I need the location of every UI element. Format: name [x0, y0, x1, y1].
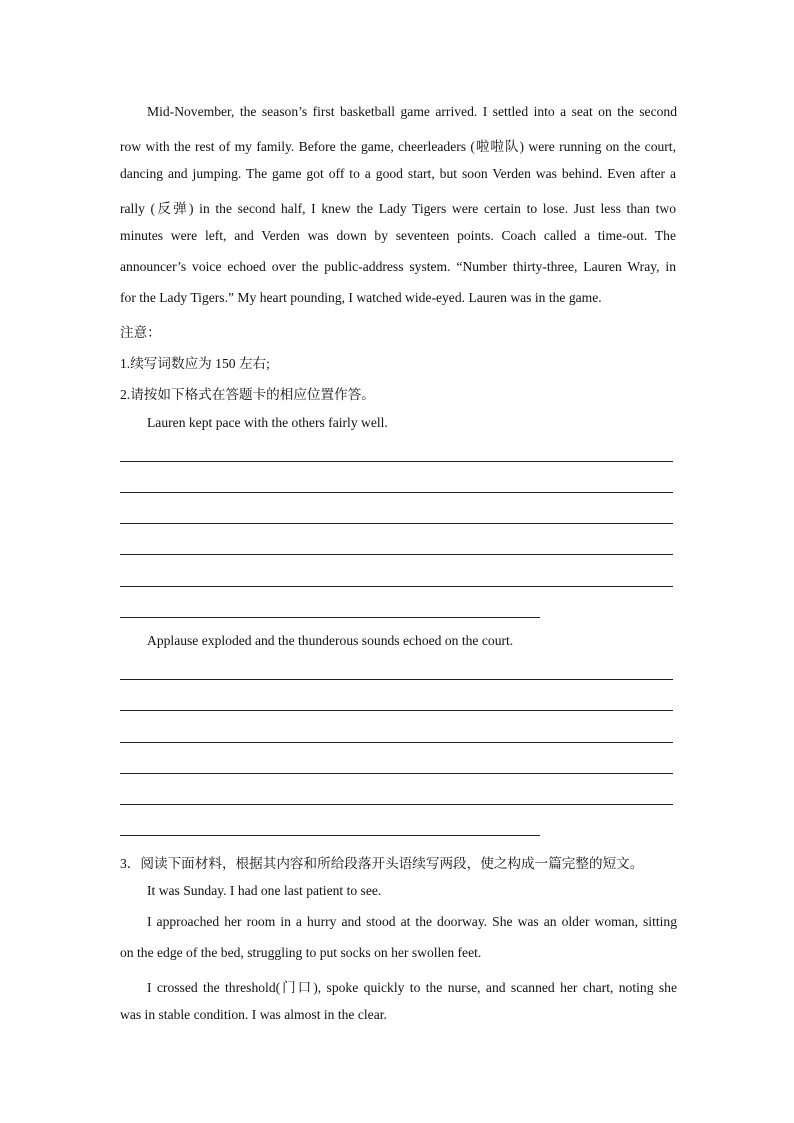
passage-line: announcer’s voice echoed over the public-address system. “Number thirty-three, Lauren Wray, in [120, 259, 676, 274]
passage-line: row with the rest of my family. Before the game, cheerleaders (啦啦队) were running on the court, [120, 139, 676, 154]
answer-line [120, 679, 673, 680]
answer-line [120, 804, 673, 805]
passage-line: minutes were left, and Verden was down by seventeen points. Coach called a time-out. The [120, 228, 676, 243]
answer-line [120, 835, 540, 836]
passage-line: for the Lady Tigers.” My heart pounding, I watched wide-eyed. Lauren was in the game. [120, 290, 602, 305]
question-3-paragraph: was in stable condition. I was almost in the clear. [120, 1007, 387, 1022]
question-3-paragraph: It was Sunday. I had one last patient to see. [147, 883, 382, 898]
answer-line [120, 710, 673, 711]
answer-line [120, 461, 673, 462]
note-item-2: 2.请按如下格式在答题卡的相应位置作答。 [120, 387, 375, 402]
answer-line [120, 742, 673, 743]
question-3-paragraph: I approached her room in a hurry and stood at the doorway. She was an older woman, sitting [147, 914, 677, 929]
passage-line: rally (反弹) in the second half, I knew the Lady Tigers were certain to lose. Just less than two [120, 201, 676, 216]
answer-line [120, 773, 673, 774]
question-3-paragraph: on the edge of the bed, struggling to put socks on her swollen feet. [120, 945, 482, 960]
question-3-heading: 3．阅读下面材料，根据其内容和所给段落开头语续写两段，使之构成一篇完整的短文。 [120, 856, 644, 871]
paragraph-prompt-2: Applause exploded and the thunderous sounds echoed on the court. [147, 633, 514, 648]
answer-line [120, 554, 673, 555]
answer-line [120, 492, 673, 493]
paragraph-prompt-1: Lauren kept pace with the others fairly well. [147, 415, 388, 430]
notes-heading: 注意： [120, 325, 161, 340]
answer-line [120, 523, 673, 524]
answer-line [120, 586, 673, 587]
passage-line: dancing and jumping. The game got off to a good start, but soon Verden was behind. Even after a [120, 166, 676, 181]
answer-line [120, 617, 540, 618]
question-3-paragraph: I crossed the threshold(门口), spoke quickly to the nurse, and scanned her chart, noting she [147, 980, 677, 995]
passage-line: Mid-November, the season’s first basketball game arrived. I settled into a seat on the second [147, 104, 677, 119]
note-item-1: 1.续写词数应为 150 左右; [120, 356, 270, 371]
